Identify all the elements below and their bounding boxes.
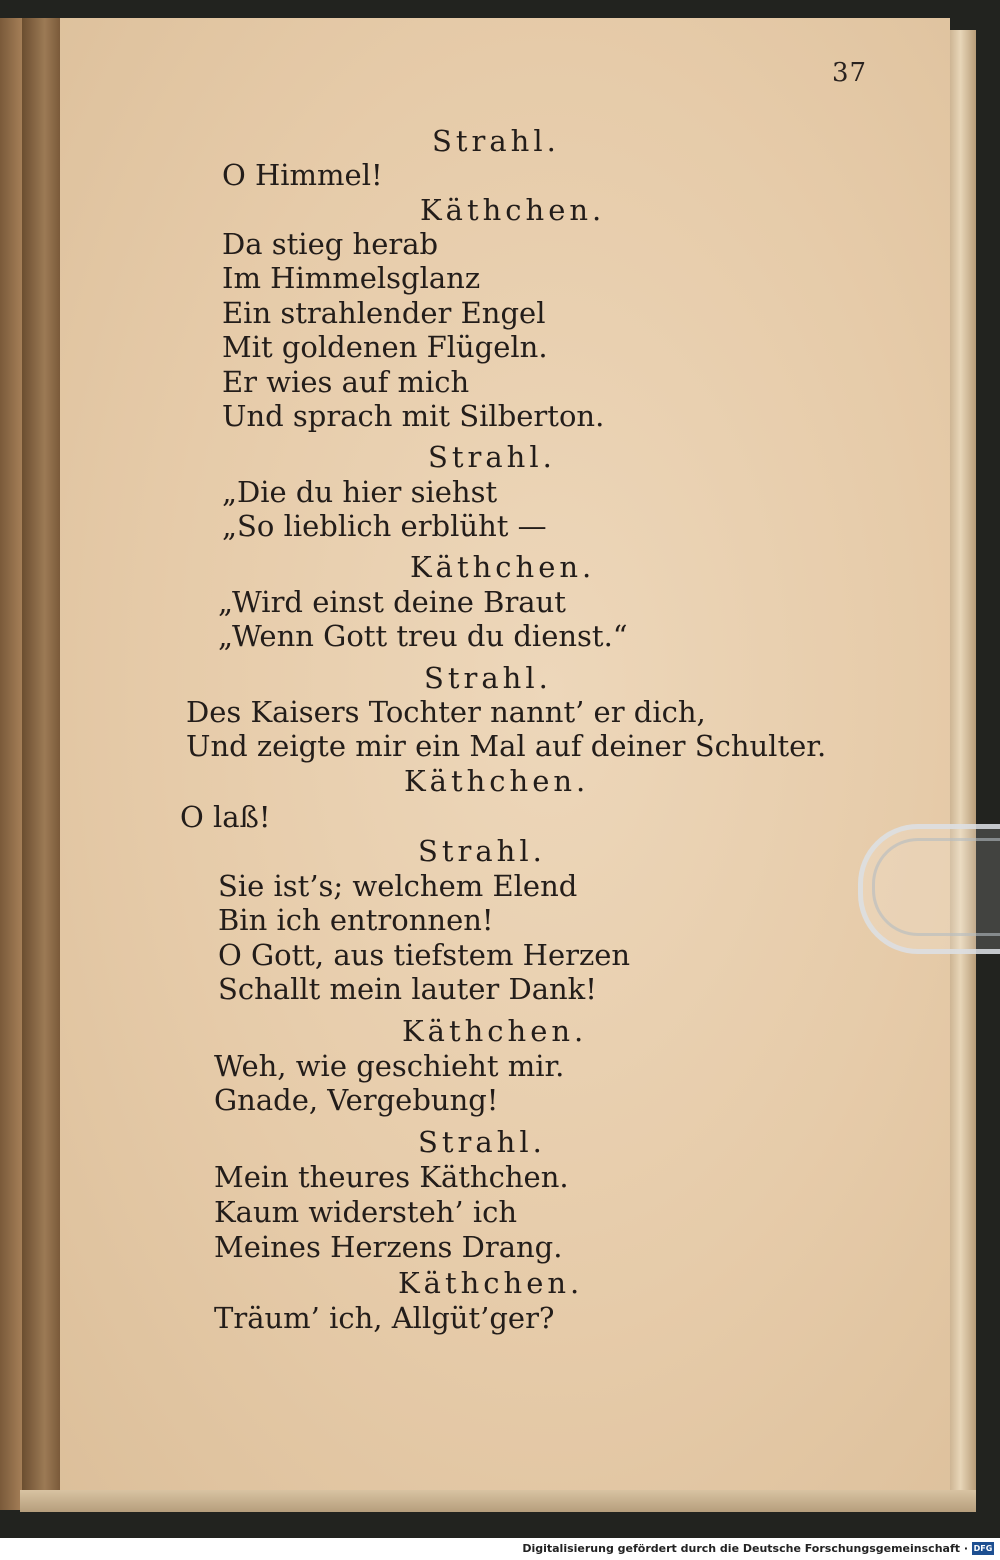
verse-line: „Die du hier siehst [222,475,498,509]
verse-line: Da stieg herab [222,227,439,261]
verse-line: „So lieblich erblüht — [222,509,547,543]
verse-line: O Gott, aus tiefstem Herzen [218,938,631,972]
footer-bar [0,1538,1000,1560]
verse-line: Im Himmelsglanz [222,261,481,295]
verse-line: Er wies auf mich [222,365,470,399]
verse-line: Und sprach mit Silberton. [222,399,605,433]
page-number: 37 [832,58,868,88]
verse-line: Meines Herzens Drang. [214,1230,563,1264]
verse-line: O Himmel! [222,158,383,192]
book-gutter [22,18,60,1510]
speaker-heading: Strahl. [418,834,546,868]
verse-line: Des Kaisers Tochter nannt’ er dich, [186,695,706,729]
verse-line: Schallt mein lauter Dank! [218,972,597,1006]
dfg-logo: DFG [973,1544,993,1553]
speaker-heading: Käthchen. [410,550,596,584]
verse-line: Kaum widersteh’ ich [214,1195,518,1229]
verse-line: „Wird einst deine Braut [218,585,566,619]
speaker-heading: Käthchen. [404,764,590,798]
funding-credit: Digitalisierung gefördert durch die Deutsche Forschungsgemeinschaft · [522,1542,968,1555]
verse-line: Gnade, Vergebung! [214,1083,499,1117]
page-bottom-edge [20,1490,976,1512]
speaker-heading: Käthchen. [402,1014,588,1048]
verse-line: Mit goldenen Flügeln. [222,330,548,364]
verse-line: Und zeigte mir ein Mal auf deiner Schulter. [186,729,827,763]
speaker-heading: Strahl. [424,661,552,695]
speaker-heading: Käthchen. [398,1266,584,1300]
verse-line: Weh, wie geschieht mir. [214,1049,565,1083]
speaker-heading: Käthchen. [420,193,606,227]
verse-line: Sie ist’s; welchem Elend [218,869,578,903]
speaker-heading: Strahl. [418,1125,546,1159]
speaker-heading: Strahl. [432,124,560,158]
verse-line: Ein strahlender Engel [222,296,546,330]
verse-line: Träum’ ich, Allgüt’ger? [214,1301,555,1335]
verse-line: O laß! [180,800,271,834]
verse-line: „Wenn Gott treu du dienst.“ [218,619,628,653]
verse-line: Mein theures Käthchen. [214,1160,569,1194]
paper-clip-inner [872,838,1000,936]
verse-line: Bin ich entronnen! [218,903,494,937]
speaker-heading: Strahl. [428,440,556,474]
page-stack-edge [950,30,976,1510]
